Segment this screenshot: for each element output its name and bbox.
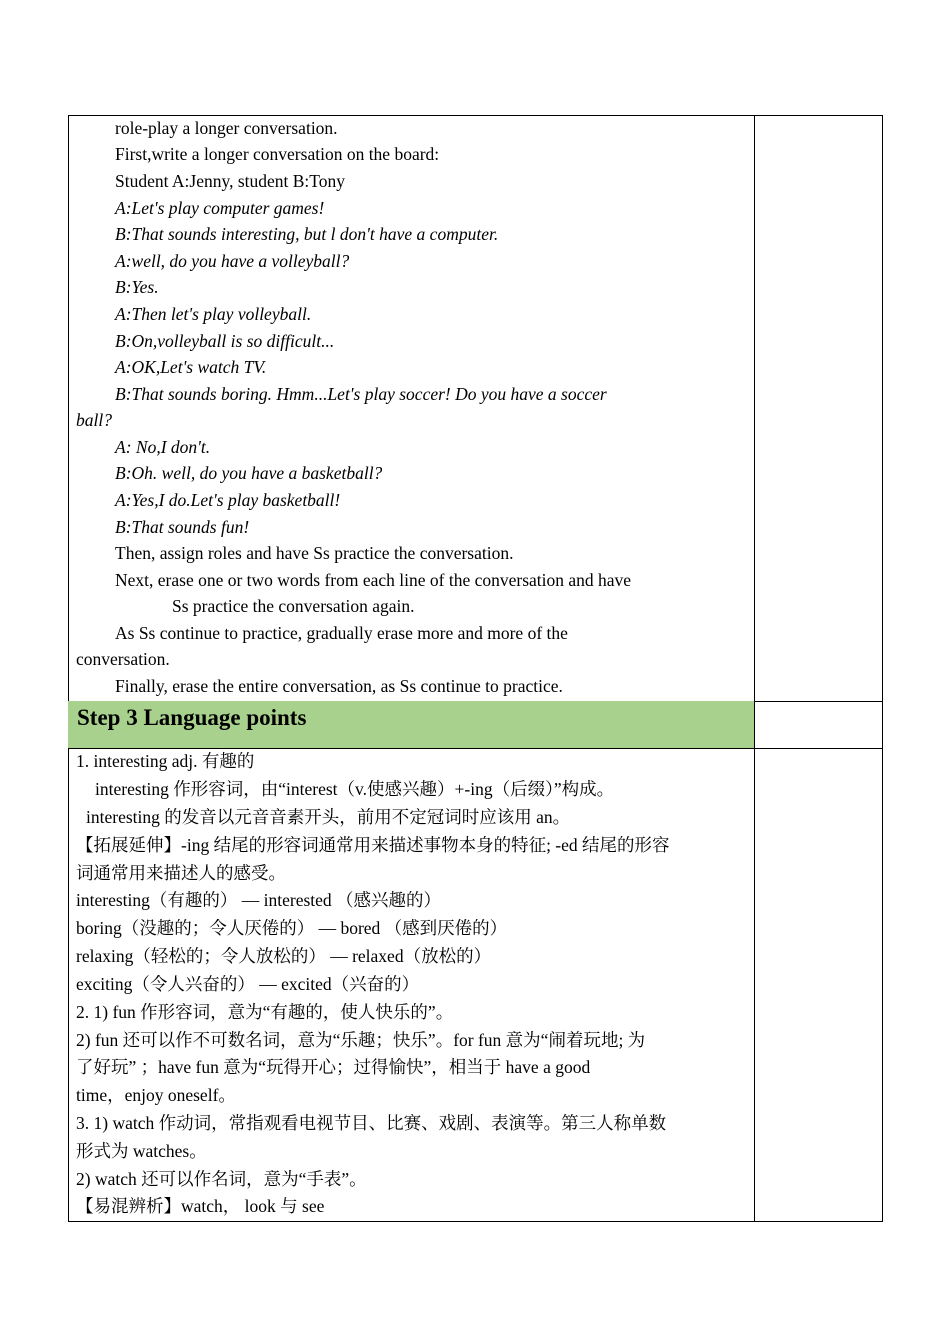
text-line: Next, erase one or two words from each line of the conversation and have [115, 570, 632, 590]
text-line: relaxing（轻松的；令人放松的） — relaxed（放松的） [76, 946, 492, 966]
table-border-right [882, 115, 883, 1222]
table-border-bottom [68, 1221, 883, 1222]
text-line: As Ss continue to practice, gradually erase more and more of the [115, 623, 568, 643]
table-border-left [68, 115, 69, 1222]
dialogue-line: B:Oh. well, do you have a basketball? [115, 463, 383, 483]
text-line: 2) watch 还可以作名词，意为“手表”。 [76, 1169, 367, 1189]
step-heading: Step 3 Language points [77, 705, 307, 730]
dialogue-line: ball? [76, 410, 112, 430]
text-line: 形式为 watches。 [76, 1141, 207, 1161]
dialogue-line: A:Then let's play volleyball. [115, 304, 312, 324]
text-line: Then, assign roles and have Ss practice the conversation. [115, 543, 514, 563]
text-line: interesting（有趣的） — interested （感兴趣的） [76, 890, 442, 910]
lesson-table [68, 115, 883, 1222]
text-line: Finally, erase the entire conversation, as Ss continue to practice. [115, 676, 563, 696]
text-line: role-play a longer conversation. [115, 118, 338, 138]
text-line: boring（没趣的；令人厌倦的） — bored （感到厌倦的） [76, 918, 508, 938]
dialogue-line: A:well, do you have a volleyball? [115, 251, 350, 271]
text-line: interesting 作形容词，由“interest（v.使感兴趣）+-ing（后缀）”构成。 [95, 779, 615, 799]
text-line: exciting（令人兴奋的） — excited（兴奋的） [76, 974, 420, 994]
dialogue-line: B:Yes. [115, 277, 159, 297]
table-border-top [68, 115, 883, 116]
text-line: time，enjoy oneself。 [76, 1085, 236, 1105]
text-line: 1. interesting adj. 有趣的 [76, 751, 255, 771]
text-line: 词通常用来描述人的感受。 [76, 863, 286, 883]
text-line: Ss practice the conversation again. [172, 596, 415, 616]
dialogue-line: A:Yes,I do.Let's play basketball! [115, 490, 341, 510]
dialogue-line: A:OK,Let's watch TV. [115, 357, 267, 377]
text-line: 了好玩” ；have fun 意为“玩得开心；过得愉快”，相当于 have a good [76, 1057, 591, 1077]
dialogue-line: B:That sounds fun! [115, 517, 250, 537]
dialogue-line: A:Let's play computer games! [115, 198, 325, 218]
dialogue-line: B:That sounds boring. Hmm...Let's play soccer! Do you have a soccer [115, 384, 607, 404]
dialogue-line: B:On,volleyball is so difficult... [115, 331, 335, 351]
text-line: 3. 1) watch 作动词，常指观看电视节目、比赛、戏剧、表演等。第三人称单数 [76, 1113, 667, 1133]
text-line: 2. 1) fun 作形容词，意为“有趣的，使人快乐的”。 [76, 1002, 454, 1022]
text-line: 【拓展延伸】-ing 结尾的形容词通常用来描述事物本身的特征; -ed 结尾的形容 [76, 835, 670, 855]
text-line: interesting 的发音以元音音素开头，前用不定冠词时应该用 an。 [86, 807, 571, 827]
text-line: 【易混辨析】watch， look 与 see [76, 1196, 325, 1216]
text-line: 2) fun 还可以作不可数名词，意为“乐趣；快乐”。for fun 意为“闹着玩地; 为 [76, 1030, 646, 1050]
text-line: Student A:Jenny, student B:Tony [115, 171, 346, 191]
column-divider [754, 115, 755, 1222]
text-line: First,write a longer conversation on the board: [115, 144, 440, 164]
text-line: conversation. [76, 649, 170, 669]
dialogue-line: A: No,I don't. [115, 437, 211, 457]
dialogue-line: B:That sounds interesting, but l don't have a computer. [115, 224, 499, 244]
